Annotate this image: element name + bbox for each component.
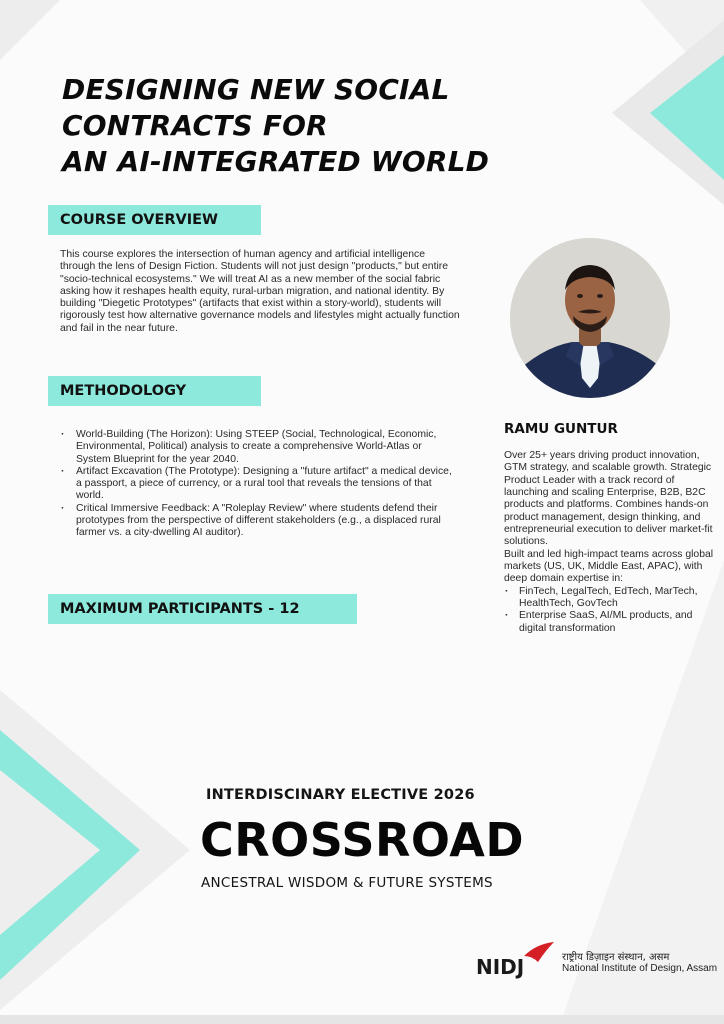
instructor-bio (504, 450, 716, 635)
course-title (62, 72, 582, 180)
nid-logo-mark (474, 940, 556, 982)
methodology-item: · Critical Immersive Feedback: A "Roleplay Review" where students defend their prototypes from the perspective of different stakeholders (e.g., a displaced rural farmer vs. a city-dwelling AI auditor). (60, 503, 458, 540)
expertise-list (504, 586, 716, 635)
bio-paragraph: Over 25+ years driving product innovation, GTM strategy, and scalable growth. Strategic Product Leader with a track record of launching and scaling Enterprise, B2B, B2C products and platforms. Combines hands-on product management, design thinking, and entrepreneurial execution to deliver market-fit solutions. (504, 450, 713, 548)
institute-name-hindi: राष्ट्रीय डिज़ाइन संस्थान, असम (562, 952, 670, 963)
course-title-line-1: DESIGNING NEW SOCIAL (62, 73, 450, 106)
logo-mark-text: NIDJ (476, 955, 525, 979)
methodology-item: · Artifact Excavation (The Prototype): Designing a "future artifact" a medical device, a passport, a piece of currency, or a rural tool that reveals the tensions of that world. (60, 466, 458, 503)
course-overview-heading: COURSE OVERVIEW (48, 205, 261, 235)
elective-label: INTERDISCINARY ELECTIVE 2026 (206, 787, 475, 803)
expertise-item: · Enterprise SaaS, AI/ML products, and digital transformation (504, 610, 716, 635)
course-title-line-3: AN AI-INTEGRATED WORLD (62, 145, 490, 178)
portrait-image (510, 238, 670, 398)
course-overview-text: This course explores the intersection of human agency and artificial intelligence through the lens of Design Fiction. Students will not just design "products," but entire "socio-technical ecosystems." We will treat AI as a new member of the social fabric asking how it reshapes health equity, rural-urban migration, and national identity. By building "Diegetic Prototypes" (artifacts that exist within a story-world), students will rigorously test how alternative governance models and lifestyles might actually function and fail in the near future. (60, 249, 460, 334)
event-name: CROSSROAD (200, 813, 525, 867)
methodology-heading: METHODOLOGY (48, 376, 261, 406)
max-participants-banner: MAXIMUM PARTICIPANTS - 12 (48, 594, 357, 624)
bio-paragraph: Built and led high-impact teams across global markets (US, UK, Middle East, APAC), with deep domain expertise in: (504, 548, 714, 585)
methodology-list (60, 429, 458, 540)
instructor-name: RAMU GUNTUR (504, 421, 618, 437)
instructor-photo (510, 238, 670, 398)
event-tagline: ANCESTRAL WISDOM & FUTURE SYSTEMS (201, 875, 493, 891)
course-title-line-2: CONTRACTS FOR (62, 109, 328, 142)
institute-logo (474, 940, 718, 982)
institute-name-english: National Institute of Design, Assam (562, 963, 718, 974)
methodology-item: · World-Building (The Horizon): Using STEEP (Social, Technological, Economic, Environmental, Political) analysis to create a comprehensive World-Atlas or System Blueprint for the year 2040. (60, 429, 458, 466)
expertise-item: · FinTech, LegalTech, EdTech, MarTech, HealthTech, GovTech (504, 586, 716, 611)
